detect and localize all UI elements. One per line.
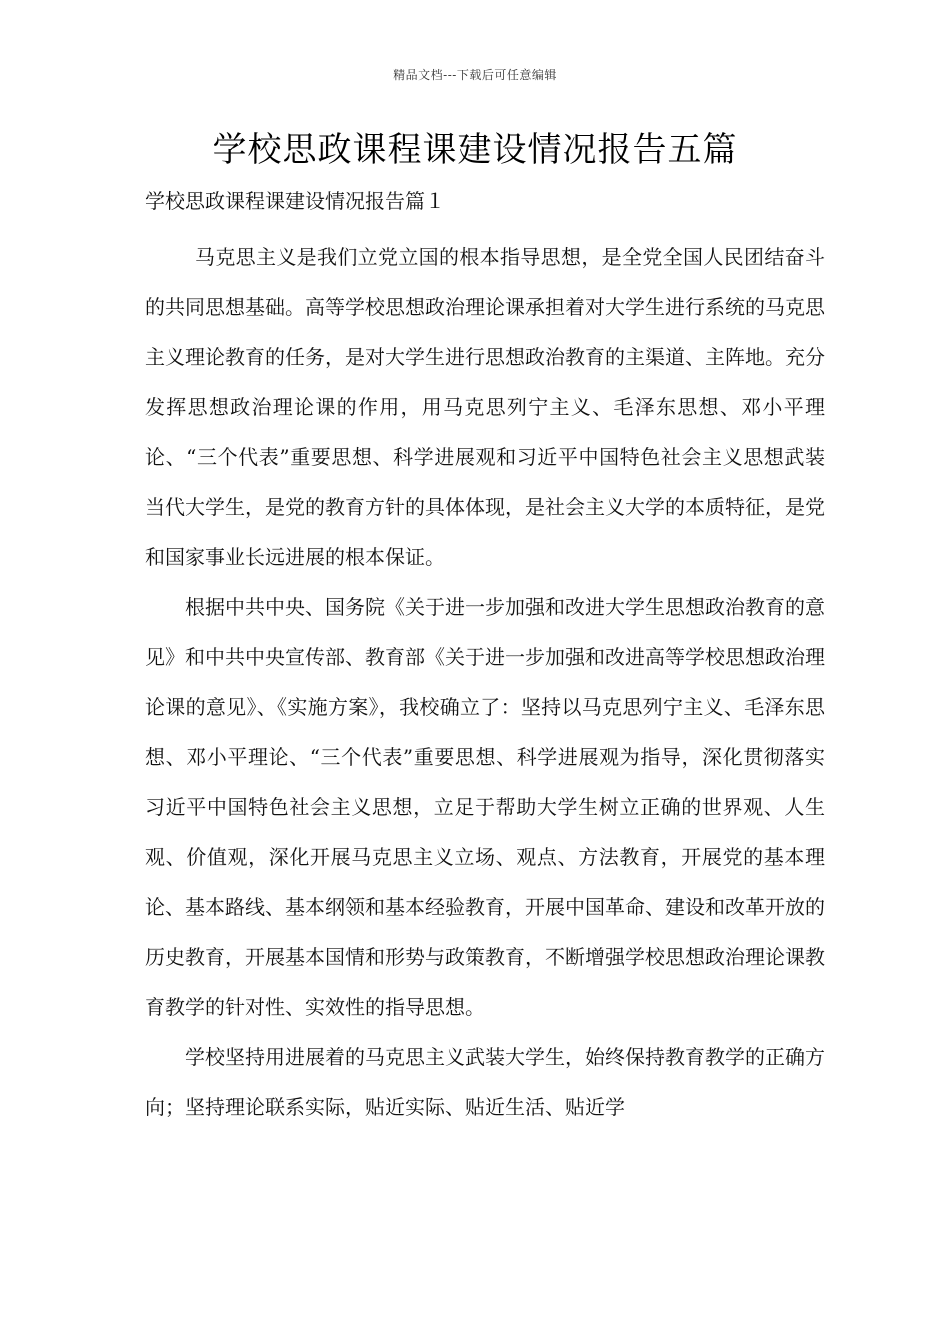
document-body [145,232,825,1132]
document-title: 学校思政课程课建设情况报告五篇 [212,130,738,170]
paragraph-1: 马克思主义是我们立党立国的根本指导思想，是全党全国人民团结奋斗的共同思想基础。高等学校思想政治理论课承担着对大学生进行系统的马克思主义理论教育的任务，是对大学生进行思想政治教育的主渠道、主阵地。充分发挥思想政治理论课的作用，用马克思列宁主义、毛泽东思想、邓小平理论、“三个代表”重要思想、科学进展观和习近平中国特色社会主义思想武装当代大学生，是党的教育方针的具体体现，是社会主义大学的本质特征，是党和国家事业长远进展的根本保证。 [145,245,825,569]
paragraph-2: 根据中共中央、国务院《关于进一步加强和改进大学生思想政治教育的意见》和中共中央宣传部、教育部《关于进一步加强和改进高等学校思想政治理论课的意见》、《实施方案》，我校确立了：坚持以马克思列宁主义、毛泽东思想、邓小平理论、“三个代表”重要思想、科学进展观为指导，深化贯彻落实习近平中国特色社会主义思想，立足于帮助大学生树立正确的世界观、人生观、价值观，深化开展马克思主义立场、观点、方法教育，开展党的基本理论、基本路线、基本纲领和基本经验教育，开展中国革命、建设和改革开放的历史教育，开展基本国情和形势与政策教育，不断增强学校思想政治理论课教育教学的针对性、实效性的指导思想。 [145,595,825,1019]
paragraph-3: 学校坚持用进展着的马克思主义武装大学生，始终保持教育教学的正确方向；坚持理论联系实际，贴近实际、贴近生活、贴近学 [145,1045,825,1119]
header-note: 精品文档---下载后可任意编辑 [393,68,557,82]
section-heading: 学校思政课程课建设情况报告篇１ [145,189,445,213]
